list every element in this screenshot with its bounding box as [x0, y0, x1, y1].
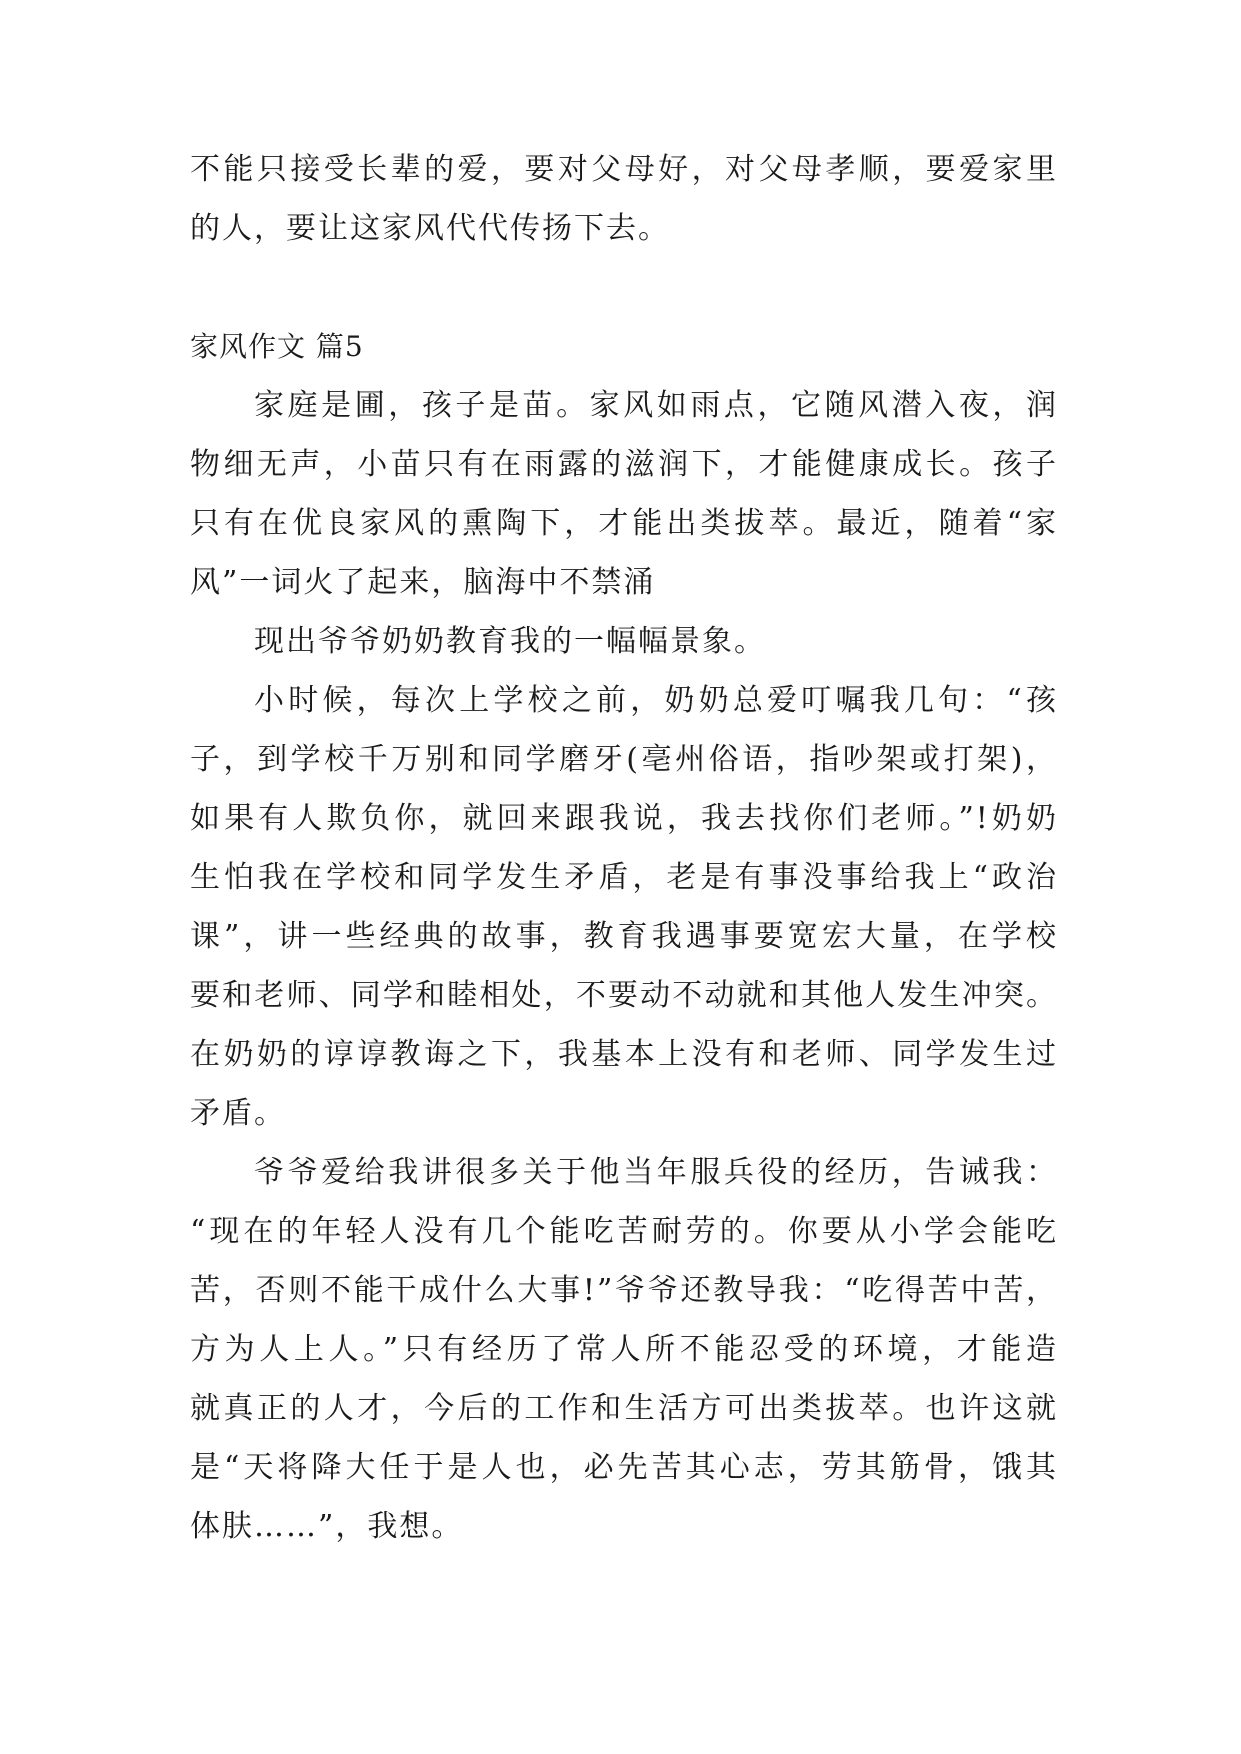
text-line: 爷爷爱给我讲很多关于他当年服兵役的经历，告诫我： [254, 1155, 1058, 1190]
paragraph-4 [190, 1143, 1058, 1556]
text-line: 就真正的人才，今后的工作和生活方可出类拔萃。也许这就 [190, 1391, 1058, 1426]
paragraph-3 [190, 671, 1058, 1143]
text-line: 只有在优良家风的熏陶下，才能出类拔萃。最近，随着“家 [190, 506, 1058, 541]
text-line: 子，到学校千万别和同学磨牙(亳州俗语，指吵架或打架)， [190, 742, 1058, 777]
text-line: 不能只接受长辈的爱，要对父母好，对父母孝顺，要爱家里 [190, 152, 1058, 187]
text-line: 生怕我在学校和同学发生矛盾，老是有事没事给我上“政治 [190, 860, 1058, 895]
section-title: 家风作文 篇5 [190, 330, 364, 363]
text-line: 方为人上人。”只有经历了常人所不能忍受的环境，才能造 [190, 1332, 1058, 1367]
text-line: 矛盾。 [190, 1096, 286, 1131]
paragraph-1 [190, 376, 1058, 612]
text-line: 体肤……”，我想。 [190, 1509, 464, 1544]
text-line: 风”一词火了起来，脑海中不禁涌 [190, 565, 656, 600]
paragraph-2 [190, 612, 1058, 671]
text-line: 如果有人欺负你，就回来跟我说，我去找你们老师。”!奶奶 [190, 801, 1058, 836]
document-page [190, 140, 1058, 1556]
text-line: “现在的年轻人没有几个能吃苦耐劳的。你要从小学会能吃 [190, 1214, 1058, 1249]
text-line: 要和老师、同学和睦相处，不要动不动就和其他人发生冲突。 [190, 978, 1058, 1013]
text-line: 是“天将降大任于是人也，必先苦其心志，劳其筋骨，饿其 [190, 1450, 1058, 1485]
text-line: 家庭是圃，孩子是苗。家风如雨点，它随风潜入夜，润 [254, 388, 1058, 423]
text-line: 苦，否则不能干成什么大事!”爷爷还教导我：“吃得苦中苦， [190, 1273, 1058, 1308]
text-line: 小时候，每次上学校之前，奶奶总爱叮嘱我几句：“孩 [254, 683, 1058, 718]
text-line: 现出爷爷奶奶教育我的一幅幅景象。 [254, 624, 766, 659]
intro-paragraph [190, 140, 1058, 258]
text-line: 在奶奶的谆谆教诲之下，我基本上没有和老师、同学发生过 [190, 1037, 1058, 1072]
text-line: 物细无声，小苗只有在雨露的滋润下，才能健康成长。孩子 [190, 447, 1058, 482]
text-line: 课”，讲一些经典的故事，教育我遇事要宽宏大量，在学校 [190, 919, 1058, 954]
text-line: 的人，要让这家风代代传扬下去。 [190, 211, 670, 246]
